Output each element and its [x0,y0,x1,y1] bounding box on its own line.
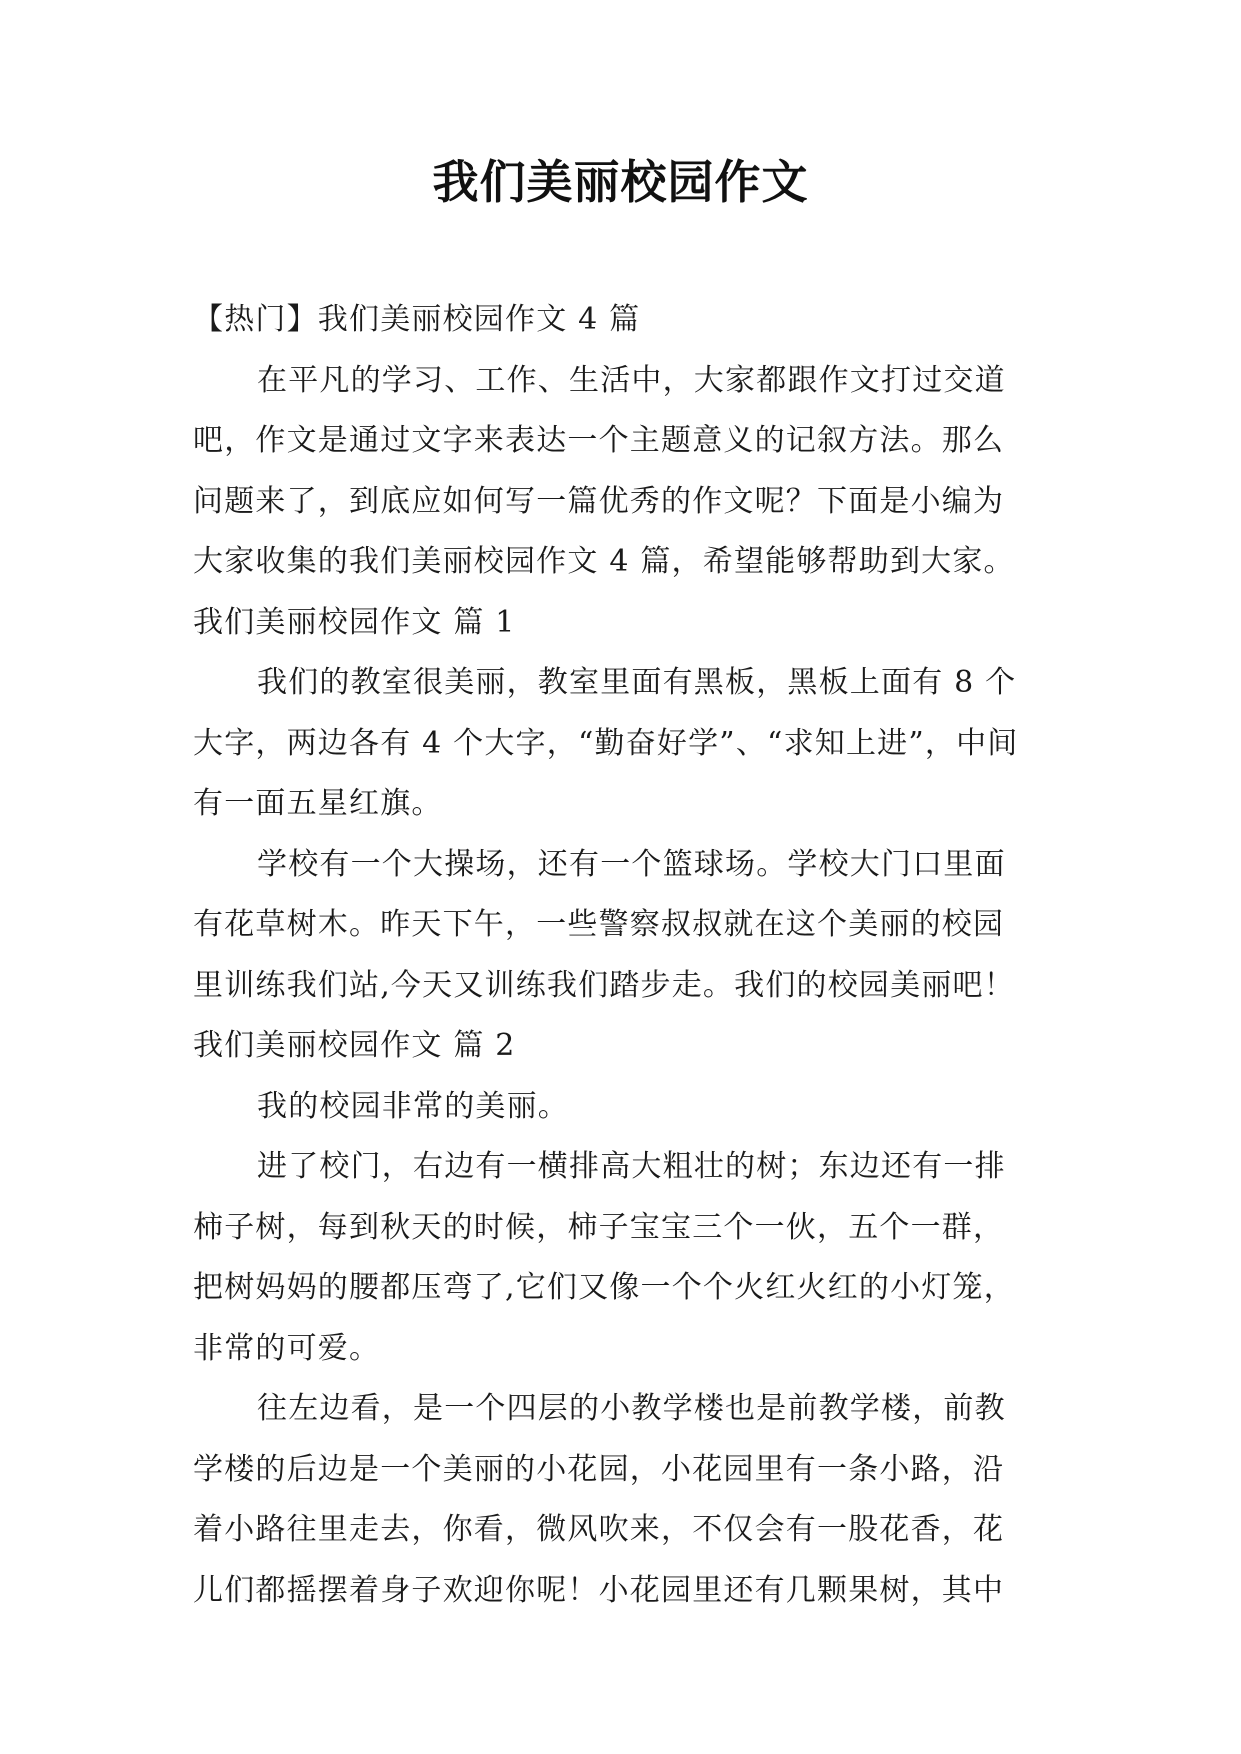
text-line: 进了校门，右边有一横排高大粗壮的树；东边还有一排 [257,1149,1006,1184]
text-line: 学校有一个大操场，还有一个篮球场。学校大门口里面 [257,846,1006,882]
text-line: 儿们都摇摆着身子欢迎你呢！小花园里还有几颗果树，其中 [193,1572,1005,1608]
text-line: 着小路往里走去，你看，微风吹来，不仅会有一股花香，花 [193,1512,1005,1547]
text-line: 我的校园非常的美丽。 [257,1088,569,1124]
text-line: 我们的教室很美丽，教室里面有黑板，黑板上面有 8 个 [257,665,1017,700]
text-line: 里训练我们站,今天又训练我们踏步走。我们的校园美丽吧！ [193,967,1015,1003]
text-line: 学楼的后边是一个美丽的小花园，小花园里有一条小路，沿 [193,1451,1005,1487]
text-line: 【热门】我们美丽校园作文 4 篇 [193,302,641,337]
text-line: 非常的可爱。 [193,1330,381,1366]
text-line: 大字，两边各有 4 个大字，“勤奋好学”、“求知上进”，中间 [193,725,1019,761]
text-line: 问题来了，到底应如何写一篇优秀的作文呢？下面是小编为 [193,483,1005,519]
text-line: 我们美丽校园作文 篇 1 [193,604,516,640]
text-line: 柿子树，每到秋天的时候，柿子宝宝三个一伙，五个一群， [193,1209,1005,1245]
text-line: 把树妈妈的腰都压弯了,它们又像一个个火红火红的小灯笼， [193,1270,1015,1305]
document-body [193,290,1053,1621]
document-title: 我们美丽校园作文 [432,155,809,209]
text-line: 有一面五星红旗。 [193,786,443,821]
text-line: 有花草树木。昨天下午，一些警察叔叔就在这个美丽的校园 [193,907,1005,942]
text-line: 吧，作文是通过文字来表达一个主题意义的记叙方法。那么 [193,423,1005,458]
text-line: 在平凡的学习、工作、生活中，大家都跟作文打过交道 [257,362,1006,398]
text-line: 往左边看，是一个四层的小教学楼也是前教学楼，前教 [257,1391,1006,1426]
text-line: 我们美丽校园作文 篇 2 [193,1028,516,1063]
text-line: 大家收集的我们美丽校园作文 4 篇，希望能够帮助到大家。 [193,544,1015,579]
